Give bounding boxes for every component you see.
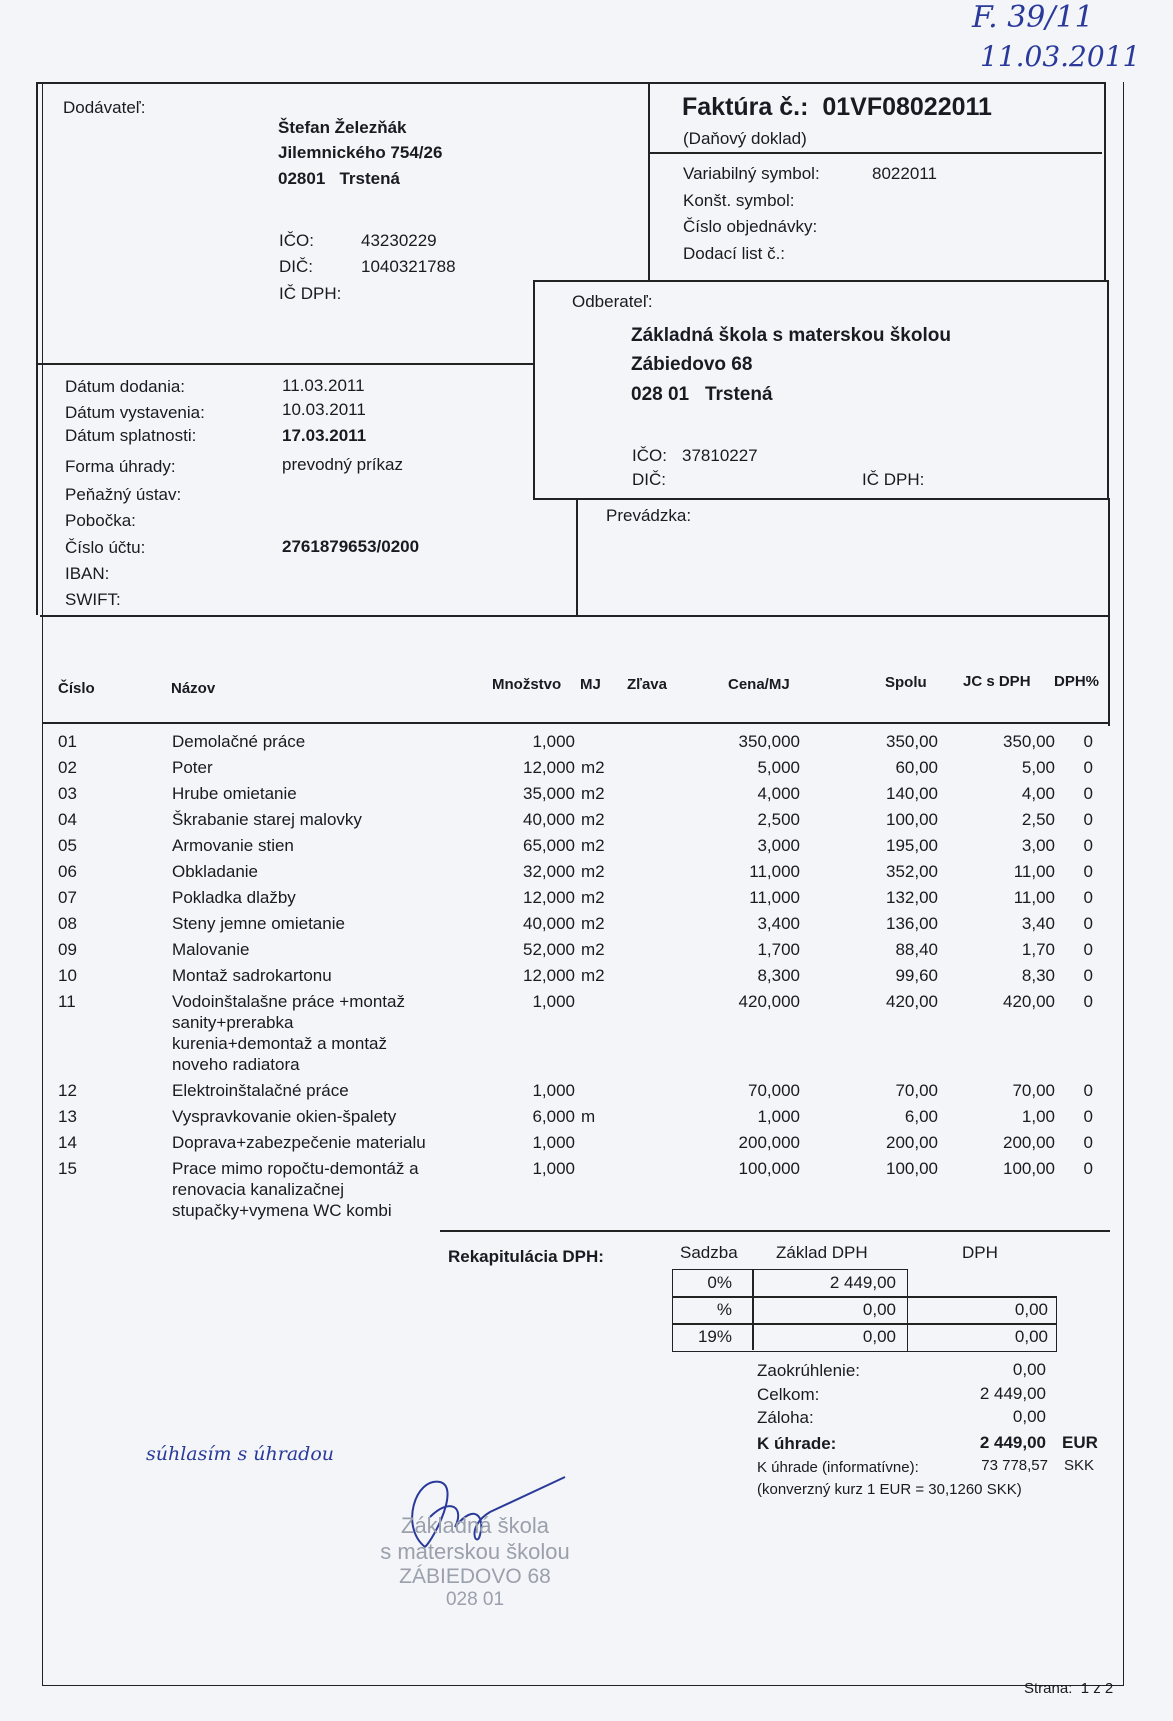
row-vat-percent: 0 <box>1083 732 1093 751</box>
page-number <box>1024 1680 1113 1697</box>
row-total: 350,00 <box>886 732 938 751</box>
row-unit-price: 3,400 <box>757 914 800 933</box>
row-number: 09 <box>58 940 77 959</box>
row-unit-price: 2,500 <box>757 810 800 829</box>
row-price-with-vat: 420,00 <box>1003 992 1055 1011</box>
row-price-with-vat: 11,00 <box>1013 862 1055 881</box>
approval-note: súhlasím s úhradou <box>146 1443 335 1465</box>
due-date-label: Dátum splatnosti: <box>65 426 197 445</box>
amount-due-currency: EUR <box>1062 1433 1098 1452</box>
row-total: 100,00 <box>886 810 938 829</box>
row-price-with-vat: 8,30 <box>1021 966 1055 985</box>
rounding-value: 0,00 <box>1012 1360 1046 1379</box>
row-price-with-vat: 1,70 <box>1021 940 1055 959</box>
row-total: 136,00 <box>886 914 938 933</box>
row-quantity: 12,000 <box>523 966 575 985</box>
constant-symbol-label: Konšt. symbol: <box>683 191 795 210</box>
supplier-ico-label: IČO: <box>279 231 314 250</box>
row-number: 14 <box>58 1133 77 1152</box>
right-border-table <box>1108 616 1110 726</box>
row-unit: m2 <box>581 888 605 907</box>
row-description-line: Elektroinštalačné práce <box>172 1081 349 1100</box>
col-header-vat-pct: DPH% <box>1054 673 1100 690</box>
customer-dic-label: DIČ: <box>632 470 666 489</box>
col-header-number: Číslo <box>58 680 95 697</box>
row-description-line: stupačky+vymena WC kombi <box>172 1201 392 1220</box>
row-unit-price: 11,000 <box>749 888 800 907</box>
row-vat-percent: 0 <box>1083 888 1093 907</box>
row-price-with-vat: 11,00 <box>1013 888 1055 907</box>
row-unit-price: 8,300 <box>757 966 800 985</box>
customer-label: Odberateľ: <box>572 292 653 311</box>
row-unit-price: 350,000 <box>738 732 800 751</box>
row-unit-price: 5,000 <box>757 758 800 777</box>
customer-name: Základná škola s materskou školou <box>631 325 951 346</box>
col-header-discount: Zľava <box>627 676 667 693</box>
supplier-city: 02801 Trstená <box>278 169 400 188</box>
row-price-with-vat: 3,00 <box>1021 836 1055 855</box>
stamp-line-1: Základná škola <box>401 1513 549 1538</box>
vat-header: DPH <box>962 1243 998 1262</box>
row-unit-price: 70,000 <box>748 1081 800 1100</box>
amount-info-value: 73 778,57 <box>981 1457 1048 1474</box>
row-quantity: 1,000 <box>532 732 575 751</box>
row-total: 140,00 <box>886 784 938 803</box>
row-unit-price: 3,000 <box>757 836 800 855</box>
issue-date-label: Dátum vystavenia: <box>65 403 205 422</box>
amount-due-label: K úhrade: <box>757 1434 837 1453</box>
payment-method-label: Forma úhrady: <box>65 457 176 476</box>
row-quantity: 1,000 <box>532 992 575 1011</box>
account-label: Číslo účtu: <box>65 538 146 557</box>
customer-city: 028 01 Trstená <box>631 384 773 405</box>
vat-amount: 0,00 <box>1014 1327 1048 1346</box>
row-vat-percent: 0 <box>1083 940 1093 959</box>
row-number: 04 <box>58 810 77 829</box>
row-number: 13 <box>58 1107 77 1126</box>
delivery-note-label: Dodací list č.: <box>683 244 786 263</box>
row-vat-percent: 0 <box>1083 914 1093 933</box>
row-description-line: noveho radiatora <box>172 1055 300 1074</box>
supplier-ico: 43230229 <box>361 231 437 250</box>
invoice-number: 01VF08022011 <box>822 93 992 121</box>
row-unit-price: 200,000 <box>738 1133 800 1152</box>
row-total: 60,00 <box>895 758 938 777</box>
row-price-with-vat: 100,00 <box>1003 1159 1055 1178</box>
row-number: 08 <box>58 914 77 933</box>
vat-rate-header: Sadzba <box>680 1243 738 1262</box>
row-number: 10 <box>58 966 77 985</box>
row-total: 99,60 <box>895 966 938 985</box>
row-description-line: Armovanie stien <box>172 836 294 855</box>
row-vat-percent: 0 <box>1083 810 1093 829</box>
vat-rate: 19% <box>697 1327 732 1346</box>
row-price-with-vat: 1,00 <box>1021 1107 1055 1126</box>
row-unit-price: 4,000 <box>757 784 800 803</box>
bank-label: Peňažný ústav: <box>65 485 182 504</box>
page-value: 1 z 2 <box>1080 1680 1114 1697</box>
vat-base-header: Základ DPH <box>776 1243 868 1262</box>
swift-label: SWIFT: <box>65 590 121 609</box>
variable-symbol: 8022011 <box>872 164 937 183</box>
rounding-label: Zaokrúhlenie: <box>757 1361 861 1380</box>
col-header-unit: MJ <box>580 676 601 693</box>
stamp-line-4: 028 01 <box>445 1589 505 1610</box>
header-vertical-divider <box>648 82 650 282</box>
row-price-with-vat: 70,00 <box>1012 1081 1055 1100</box>
row-total: 6,00 <box>904 1107 938 1126</box>
supplier-label: Dodávateľ: <box>63 98 146 117</box>
row-unit-price: 1,700 <box>757 940 800 959</box>
supplier-bottom-line <box>36 363 536 365</box>
row-vat-percent: 0 <box>1083 1081 1093 1100</box>
row-unit-price: 1,000 <box>757 1107 800 1126</box>
stamp-line-2: s materskou školou <box>380 1539 570 1564</box>
customer-icdph-label: IČ DPH: <box>862 470 925 489</box>
row-unit: m2 <box>581 836 605 855</box>
row-number: 03 <box>58 784 77 803</box>
row-vat-percent: 0 <box>1083 784 1093 803</box>
row-unit-price: 11,000 <box>749 862 800 881</box>
row-vat-percent: 0 <box>1083 862 1093 881</box>
delivery-date: 11.03.2011 <box>282 376 365 395</box>
school-stamp <box>340 1513 610 1611</box>
vat-base: 0,00 <box>862 1327 896 1346</box>
row-description-line: Pokladka dlažby <box>172 888 296 907</box>
row-quantity: 1,000 <box>532 1133 575 1152</box>
row-unit: m2 <box>581 784 605 803</box>
supplier-dic: 1040321788 <box>361 257 456 276</box>
row-unit: m2 <box>581 810 605 829</box>
table-end-line <box>440 1230 1110 1232</box>
row-description-line: Škrabanie starej malovky <box>172 810 362 829</box>
right-border-top <box>1104 82 1106 282</box>
amount-info-label: K úhrade (informatívne): <box>757 1459 919 1476</box>
row-total: 88,40 <box>895 940 938 959</box>
row-price-with-vat: 2,50 <box>1021 810 1055 829</box>
handwritten-date: 11.03.2011 <box>980 40 1141 73</box>
due-date: 17.03.2011 <box>282 426 367 445</box>
row-description-line: Steny jemne omietanie <box>172 914 345 933</box>
col-header-total: Spolu <box>885 674 927 691</box>
row-total: 195,00 <box>886 836 938 855</box>
branch-label: Pobočka: <box>65 511 136 530</box>
customer-ico: 37810227 <box>682 446 758 465</box>
row-total: 352,00 <box>886 862 938 881</box>
row-quantity: 32,000 <box>523 862 575 881</box>
row-description-line: Hrube omietanie <box>172 784 297 803</box>
row-price-with-vat: 200,00 <box>1003 1133 1055 1152</box>
row-number: 12 <box>58 1081 77 1100</box>
vat-summary-title: Rekapitulácia DPH: <box>448 1247 604 1266</box>
row-vat-percent: 0 <box>1083 1107 1093 1126</box>
row-description-line: Obkladanie <box>172 862 259 881</box>
vat-table-divider <box>752 1269 754 1350</box>
vat-base: 2 449,00 <box>829 1273 896 1292</box>
row-total: 132,00 <box>886 888 938 907</box>
row-description-line: kurenia+demontaž a montaž <box>172 1034 387 1053</box>
row-quantity: 52,000 <box>523 940 575 959</box>
account-number: 2761879653/0200 <box>282 537 420 556</box>
row-unit-price: 100,000 <box>738 1159 800 1178</box>
premises-label: Prevádzka: <box>606 506 692 525</box>
top-border <box>36 82 1104 84</box>
row-description-line: Malovanie <box>172 940 250 959</box>
issue-date: 10.03.2011 <box>282 400 366 419</box>
vat-rate: 0% <box>707 1273 732 1292</box>
row-quantity: 12,000 <box>523 888 575 907</box>
row-number: 06 <box>58 862 77 881</box>
row-number: 11 <box>58 992 76 1011</box>
row-quantity: 1,000 <box>532 1159 575 1178</box>
invoice-title-label: Faktúra č.: <box>682 93 809 121</box>
row-description-line: Vyspravkovanie okien-špalety <box>172 1107 397 1126</box>
row-price-with-vat: 5,00 <box>1021 758 1055 777</box>
total-value: 2 449,00 <box>979 1384 1046 1403</box>
advance-value: 0,00 <box>1012 1407 1046 1426</box>
row-quantity: 12,000 <box>523 758 575 777</box>
row-unit: m2 <box>581 940 605 959</box>
advance-label: Záloha: <box>757 1408 814 1427</box>
supplier-name: Štefan Železňák <box>278 118 407 137</box>
supplier-street: Jilemnického 754/26 <box>278 143 443 162</box>
col-header-price: Cena/MJ <box>728 676 790 693</box>
row-description-line: Prace mimo ropočtu-demontáž a <box>172 1159 419 1178</box>
row-description-line: Poter <box>172 758 213 777</box>
col-header-qty: Množstvo <box>492 676 562 693</box>
row-unit: m2 <box>581 862 605 881</box>
row-description-line: Vodoinštalašne práce +montaž <box>172 992 405 1011</box>
header-bottom-line <box>40 615 1110 617</box>
left-border-top <box>36 82 38 615</box>
col-header-name: Názov <box>171 680 216 697</box>
invoice-subtitle: (Daňový doklad) <box>683 129 807 148</box>
row-unit: m2 <box>581 758 605 777</box>
order-number-label: Číslo objednávky: <box>683 217 818 236</box>
customer-street: Zábiedovo 68 <box>631 354 753 375</box>
handwritten-note: F. 39/11 <box>972 0 1094 35</box>
row-vat-percent: 0 <box>1083 758 1093 777</box>
supplier-dic-label: DIČ: <box>279 257 313 276</box>
customer-box <box>533 280 1109 500</box>
row-quantity: 1,000 <box>532 1081 575 1100</box>
amount-info-currency: SKK <box>1064 1457 1095 1474</box>
total-label: Celkom: <box>757 1385 820 1404</box>
row-unit: m2 <box>581 966 605 985</box>
row-unit: m2 <box>581 914 605 933</box>
supplier-icdph-label: IČ DPH: <box>279 284 342 303</box>
invoice-title <box>682 93 992 122</box>
conversion-rate-note: (konverzný kurz 1 EUR = 30,1260 SKK) <box>757 1481 1022 1498</box>
row-number: 01 <box>58 732 77 751</box>
delivery-date-label: Dátum dodania: <box>65 377 186 396</box>
row-description-line: Montaž sadrokartonu <box>172 966 332 985</box>
vat-base: 0,00 <box>862 1300 896 1319</box>
row-quantity: 35,000 <box>523 784 575 803</box>
table-header-line <box>42 722 1110 724</box>
row-number: 05 <box>58 836 77 855</box>
row-total: 420,00 <box>886 992 938 1011</box>
row-price-with-vat: 4,00 <box>1021 784 1055 803</box>
row-vat-percent: 0 <box>1083 966 1093 985</box>
row-price-with-vat: 3,40 <box>1021 914 1055 933</box>
right-border-middle <box>1108 498 1110 618</box>
row-quantity: 65,000 <box>523 836 575 855</box>
row-number: 15 <box>58 1159 77 1178</box>
col-header-jc-vat: JC s DPH <box>963 673 1031 690</box>
row-price-with-vat: 350,00 <box>1003 732 1055 751</box>
row-total: 70,00 <box>895 1081 938 1100</box>
row-number: 07 <box>58 888 77 907</box>
payment-method: prevodný príkaz <box>282 455 403 474</box>
page-label: Strana: <box>1024 1680 1073 1697</box>
row-total: 100,00 <box>886 1159 938 1178</box>
variable-symbol-label: Variabilný symbol: <box>683 164 820 183</box>
row-description-line: Doprava+zabezpečenie materialu <box>172 1133 426 1152</box>
amount-due-value: 2 449,00 <box>979 1433 1046 1452</box>
vat-amount: 0,00 <box>1014 1300 1048 1319</box>
row-vat-percent: 0 <box>1083 1133 1093 1152</box>
row-description-line: Demolačné práce <box>172 732 306 751</box>
row-description-line: sanity+prerabka <box>172 1013 294 1032</box>
customer-ico-label: IČO: <box>632 446 667 465</box>
dates-right-divider <box>576 498 578 616</box>
stamp-line-3: ZÁBIEDOVO 68 <box>399 1565 551 1588</box>
row-total: 200,00 <box>886 1133 938 1152</box>
iban-label: IBAN: <box>65 564 110 583</box>
row-quantity: 40,000 <box>523 914 575 933</box>
row-description-line: renovacia kanalizačnej <box>172 1180 344 1199</box>
row-unit-price: 420,000 <box>738 992 800 1011</box>
row-vat-percent: 0 <box>1083 836 1093 855</box>
row-number: 02 <box>58 758 77 777</box>
invoice-title-underline <box>650 152 1102 154</box>
row-vat-percent: 0 <box>1083 992 1093 1011</box>
row-vat-percent: 0 <box>1083 1159 1093 1178</box>
vat-rate: % <box>716 1300 732 1319</box>
row-quantity: 6,000 <box>532 1107 575 1126</box>
row-quantity: 40,000 <box>523 810 575 829</box>
row-unit: m <box>581 1107 596 1126</box>
